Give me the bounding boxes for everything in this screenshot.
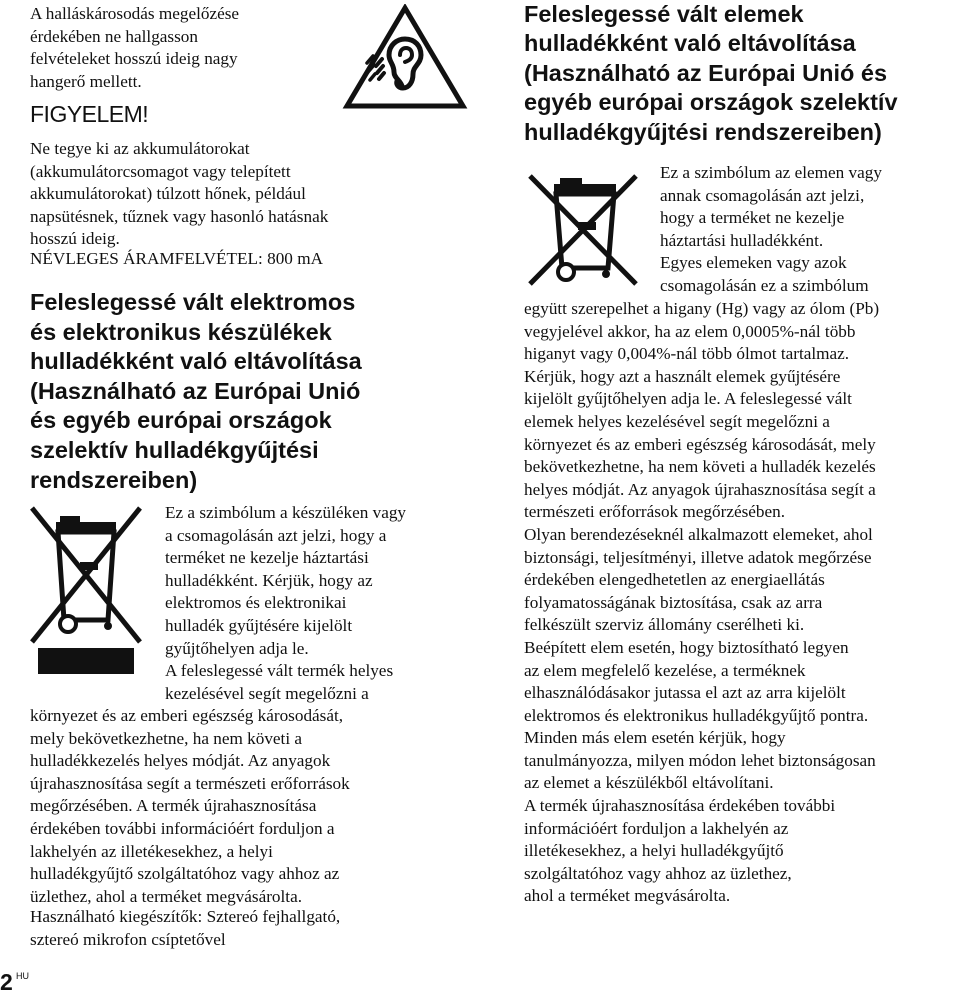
text-line: tanulmányozza, milyen módon lehet biztonságosan [524, 750, 876, 770]
text-line: Kérjük, hogy azt a használt elemek gyűjtésére [524, 366, 841, 386]
text-line: sztereó mikrofon csíptetővel [30, 929, 226, 949]
battery-symbol-description [660, 162, 882, 298]
weee-body [30, 705, 350, 908]
text-line: információért forduljon a lakhelyén az [524, 818, 789, 838]
text-line: hulladékgyűjtési rendszereiben) [524, 118, 882, 145]
text-line: Ne tegye ki az akkumulátorokat [30, 139, 250, 158]
text-line: a csomagolásán azt jelzi, hogy a [165, 525, 387, 545]
text-line: mely bekövetkezhetne, ha nem követi a [30, 728, 303, 748]
text-line: hulladék gyűjtésére kijelölt [165, 615, 353, 635]
text-line: hosszú ideig. [30, 229, 120, 249]
weee-heading [30, 288, 362, 495]
language-code: HU [16, 971, 29, 981]
text-line: hulladékkezelés helyes módját. Az anyagok [30, 751, 331, 771]
text-line: (Használható az Európai Unió és [524, 59, 888, 86]
text-line: természeti erőforrások megőrzésében. [524, 502, 786, 522]
text-line: újrahasznosítása segít a természeti erőforrások [30, 773, 350, 793]
hearing-warning-icon [342, 4, 468, 110]
text-line: (akkumulátorcsomagot vagy telepített [30, 161, 291, 181]
text-line: elektromos és elektronikus hulladékgyűjtő pontra. [524, 705, 869, 725]
text-line: hulladékként. Kérjük, hogy az [165, 570, 373, 590]
hearing-warning-text [30, 3, 239, 93]
text-line: az elemet a készülékből eltávolítani. [524, 773, 774, 793]
text-line: napsütésnek, tűznek vagy hasonló hatásnak [30, 206, 329, 226]
text-line: elhasználódásakor jutassa el azt az arra kijelölt [524, 683, 846, 703]
text-line: felvételeket hosszú ideig nagy [30, 49, 238, 69]
text-line: A termék újrahasznosítása érdekében további [524, 796, 836, 816]
text-line: csomagolásán ez a szimbólum [660, 275, 869, 295]
text-line: egyéb európai országok szelektív [524, 89, 898, 116]
text-line: A feleslegessé vált termék helyes [165, 661, 394, 681]
text-line: kijelölt gyűjtőhelyen adja le. A feleslegessé vált [524, 389, 852, 409]
text-line: szolgáltatóhoz vagy ahhoz az üzlethez, [524, 863, 792, 883]
text-line: érdekében ne hallgasson [30, 26, 198, 46]
warning-title: FIGYELEM! [30, 101, 149, 127]
text-line: és egyéb európai országok [30, 407, 332, 434]
text-line: környezet és az emberi egészség károsodását, [30, 706, 344, 725]
text-line: bekövetkezhetne, ha nem követi a hulladék kezelés [524, 457, 876, 477]
text-line: háztartási hulladékként. [660, 230, 824, 250]
text-line: Beépített elem esetén, hogy biztosítható legyen [524, 637, 849, 657]
text-line: kezelésével segít megelőzni a [165, 683, 369, 703]
text-line: illetékesekhez, a helyi hulladékgyűjtő [524, 841, 784, 861]
text-line: Feleslegessé vált elemek [524, 1, 804, 27]
text-line: A halláskárosodás megelőzése [30, 4, 240, 23]
text-line: elemek helyes kezelésével segít megelőzni a [524, 411, 830, 431]
text-line: terméket ne kezelje háztartási [165, 548, 369, 568]
compatible-accessories [30, 906, 340, 951]
text-line: Egyes elemeken vagy azok [660, 253, 847, 273]
text-line: biztonsági, teljesítményi, illetve adatok megőrzése [524, 547, 872, 567]
text-line: Ez a szimbólum a készüléken vagy [165, 503, 407, 522]
text-line: lakhelyén az illetékesekhez, a helyi [30, 841, 273, 861]
text-line: gyűjtőhelyen adja le. [165, 638, 309, 658]
text-line: hulladékgyűjtő szolgáltatóhoz vagy ahhoz az [30, 864, 340, 884]
battery-disposal-body [524, 298, 879, 908]
text-line: Minden más elem esetén kérjük, hogy [524, 728, 786, 748]
text-line: hogy a terméket ne kezelje [660, 208, 845, 228]
text-line: annak csomagolásán azt jelzi, [660, 185, 865, 205]
text-line: szelektív hulladékgyűjtési [30, 436, 319, 463]
text-line: üzlethez, ahol a terméket megvásárolta. [30, 886, 303, 906]
text-line: Feleslegessé vált elektromos [30, 289, 356, 315]
crossed-out-battery-bin-icon [524, 168, 644, 288]
text-line: ahol a terméket megvásárolta. [524, 886, 731, 906]
page-number: 2 [0, 969, 13, 995]
text-line: folyamatosságának biztosítása, csak az arra [524, 592, 823, 612]
battery-disposal-heading [524, 0, 898, 147]
text-line: és elektronikus készülékek [30, 318, 332, 345]
text-line: vegyjelével akkor, ha az elem 0,0005%-nál több [524, 321, 856, 341]
crossed-out-wheelie-bin-icon [28, 502, 146, 682]
text-line: környezet és az emberi egészség károsodását, mely [524, 434, 876, 454]
battery-heat-warning [30, 138, 328, 251]
text-line: érdekében további információért forduljon a [30, 818, 335, 838]
text-line: Olyan berendezéseknél alkalmazott elemeket, ahol [524, 524, 873, 544]
text-line: Használható kiegészítők: Sztereó fejhallgató, [30, 907, 341, 926]
text-line: felkészült szerviz állomány cserélheti ki. [524, 615, 805, 635]
text-line: akkumulátorokat) túlzott hőnek, például [30, 184, 306, 204]
current-rating: NÉVLEGES ÁRAMFELVÉTEL: 800 mA [30, 249, 323, 268]
text-line: elektromos és elektronikai [165, 593, 347, 613]
text-line: (Használható az Európai Unió [30, 377, 361, 404]
text-line: együtt szerepelhet a higany (Hg) vagy az ólom (Pb) [524, 299, 880, 318]
text-line: rendszereiben) [30, 466, 198, 493]
text-line: hangerő mellett. [30, 71, 142, 91]
text-line: higanyt vagy 0,004%-nál több ólmot tartalmaz. [524, 344, 850, 364]
text-line: megőrzésében. A termék újrahasznosítása [30, 796, 317, 816]
text-line: hulladékként való eltávolítása [524, 30, 856, 57]
text-line: hulladékként való eltávolítása [30, 348, 362, 375]
weee-symbol-description [165, 502, 406, 705]
text-line: Ez a szimbólum az elemen vagy [660, 163, 882, 182]
text-line: az elem megfelelő kezelése, a terméknek [524, 660, 806, 680]
text-line: érdekében elengedhetetlen az energiaellátás [524, 570, 825, 590]
text-line: helyes módját. Az anyagok újrahasznosítása segít a [524, 479, 876, 499]
